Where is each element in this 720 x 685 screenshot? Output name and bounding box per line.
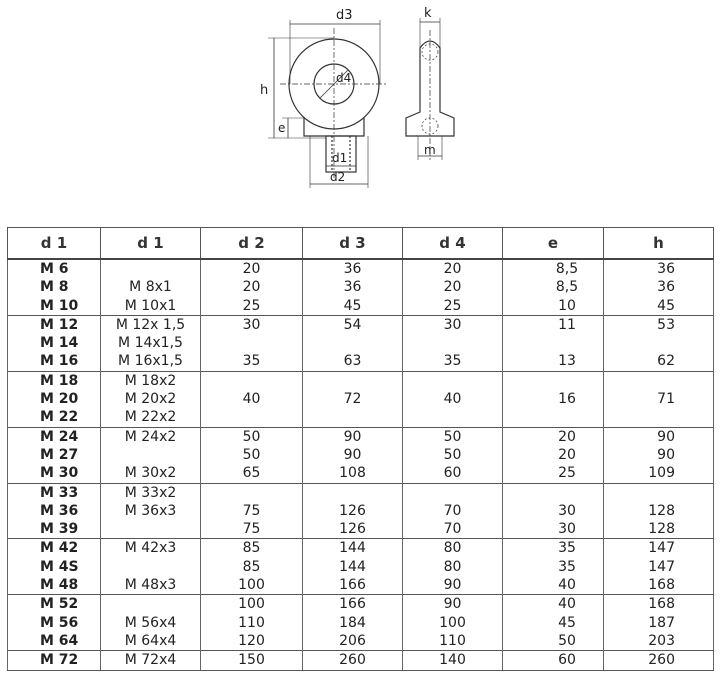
cell-line: 53	[657, 316, 675, 333]
cell-line: M 18x2	[124, 372, 177, 389]
cell-d1	[8, 595, 101, 651]
header-d1-fine-thread: d 1	[101, 228, 201, 260]
header-d1: d 1	[8, 228, 101, 260]
cell-line: 25	[443, 297, 462, 314]
cell-line: 70	[443, 502, 462, 519]
cell-d2	[201, 483, 303, 539]
cell-line	[201, 484, 302, 502]
cell-d1-fine-thread	[101, 595, 201, 651]
cell-line: 140	[439, 652, 466, 669]
cell-line	[101, 260, 200, 278]
table-row-group	[8, 315, 714, 371]
cell-line: M 10	[40, 297, 79, 314]
cell-line: M 52	[40, 596, 79, 613]
cell-line: 11	[558, 316, 576, 333]
cell-d1	[8, 427, 101, 483]
cell-line: M 72	[40, 652, 79, 669]
cell-d1-fine-thread	[101, 371, 201, 427]
cell-line: 260	[648, 652, 675, 669]
cell-line: 71	[657, 391, 675, 408]
cell-line: 40	[443, 391, 462, 408]
label-h: h	[260, 83, 269, 98]
cell-d1-fine-thread	[101, 259, 201, 315]
header-d4: d 4	[403, 228, 503, 260]
cell-line: M 24x2	[124, 428, 177, 445]
cell-d3	[303, 651, 403, 670]
label-e: e	[278, 121, 286, 135]
cell-line: 110	[238, 614, 265, 631]
cell-line: 16	[558, 391, 576, 408]
cell-line	[604, 408, 713, 426]
eye-nut-dimensions-table	[7, 227, 714, 671]
cell-line: M 30x2	[124, 465, 177, 482]
table-row-group	[8, 483, 714, 539]
cell-line: 50	[443, 428, 462, 445]
cell-line: 90	[657, 428, 675, 445]
header-d2: d 2	[201, 228, 303, 260]
cell-d2	[201, 595, 303, 651]
cell-line: M 14x1,5	[118, 335, 183, 352]
table-row-group	[8, 427, 714, 483]
table-row-group	[8, 259, 714, 315]
cell-line: 20	[558, 428, 576, 445]
cell-line: 120	[238, 632, 265, 649]
cell-d4	[403, 259, 503, 315]
cell-d4	[403, 315, 503, 371]
cell-line: 20	[242, 261, 261, 277]
cell-d4	[403, 539, 503, 595]
cell-line	[101, 446, 200, 464]
cell-line: 20	[242, 279, 261, 296]
cell-line: 20	[443, 261, 462, 277]
cell-line: M 33x2	[124, 484, 177, 501]
cell-line: 35	[242, 353, 261, 370]
cell-line: 40	[558, 596, 576, 613]
cell-line	[101, 595, 200, 613]
cell-line: 54	[343, 316, 362, 333]
cell-d2	[201, 371, 303, 427]
cell-d2	[201, 539, 303, 595]
cell-d3	[303, 315, 403, 371]
cell-line	[201, 408, 302, 426]
cell-h	[604, 651, 714, 670]
cell-line: 60	[443, 465, 462, 482]
cell-d1	[8, 651, 101, 670]
cell-h	[604, 315, 714, 371]
cell-line	[303, 484, 402, 502]
cell-line: M 8x1	[129, 279, 172, 296]
cell-line: M 64	[40, 632, 79, 649]
cell-line	[604, 484, 713, 502]
cell-line: M 48	[40, 577, 79, 594]
cell-line: 90	[657, 446, 675, 463]
cell-d3	[303, 483, 403, 539]
cell-line	[101, 558, 200, 576]
cell-line	[604, 334, 713, 352]
cell-line: 100	[238, 596, 265, 613]
cell-line: M 24	[40, 428, 79, 445]
cell-d1	[8, 371, 101, 427]
cell-d2	[201, 315, 303, 371]
cell-d2	[201, 427, 303, 483]
cell-line	[403, 334, 502, 352]
cell-e	[503, 651, 604, 670]
cell-line: M 4S	[40, 558, 79, 575]
cell-line: 203	[648, 632, 675, 649]
table-row-group	[8, 651, 714, 670]
cell-line: 128	[648, 521, 675, 538]
cell-line	[403, 408, 502, 426]
cell-line: 108	[339, 465, 366, 482]
cell-line: 166	[339, 596, 366, 613]
cell-line: 30	[558, 521, 576, 538]
cell-line	[403, 484, 502, 502]
cell-line: M 27	[40, 446, 79, 463]
cell-line: 90	[343, 446, 362, 463]
cell-line: M 33	[40, 484, 79, 501]
cell-line	[403, 372, 502, 390]
label-d3: d3	[336, 8, 353, 23]
cell-d4	[403, 483, 503, 539]
cell-line: M 20x2	[124, 391, 177, 408]
label-d2: d2	[330, 170, 346, 184]
cell-line: 13	[558, 353, 576, 370]
cell-line: 35	[443, 353, 462, 370]
cell-line: M 56	[40, 614, 79, 631]
cell-line: 30	[558, 502, 576, 519]
header-e: e	[503, 228, 604, 260]
cell-d3	[303, 539, 403, 595]
label-m: m	[424, 143, 436, 157]
cell-d4	[403, 651, 503, 670]
cell-d2	[201, 259, 303, 315]
cell-line: 90	[443, 577, 462, 594]
cell-e	[503, 315, 604, 371]
cell-line: 85	[242, 558, 261, 575]
cell-d3	[303, 595, 403, 651]
cell-e	[503, 371, 604, 427]
cell-line: 50	[558, 632, 576, 649]
cell-line: 206	[339, 632, 366, 649]
label-d1: d1	[332, 151, 348, 165]
cell-e	[503, 539, 604, 595]
cell-line: 50	[443, 446, 462, 463]
cell-line: 144	[339, 558, 366, 575]
cell-h	[604, 259, 714, 315]
cell-e	[503, 595, 604, 651]
cell-e	[503, 427, 604, 483]
cell-line: 25	[242, 297, 261, 314]
table-header-row	[8, 228, 714, 260]
cell-line: M 16x1,5	[118, 353, 183, 370]
cell-e	[503, 483, 604, 539]
cell-d1-fine-thread	[101, 483, 201, 539]
cell-line: M 42	[40, 540, 79, 557]
cell-line	[303, 408, 402, 426]
table-row-group	[8, 595, 714, 651]
table-row-group	[8, 371, 714, 427]
cell-line: 144	[339, 540, 366, 557]
cell-line: M 14	[40, 335, 79, 352]
cell-line: 8,5	[555, 261, 579, 277]
cell-line	[503, 408, 603, 426]
cell-line: 260	[339, 652, 366, 669]
cell-line: M 12	[40, 316, 79, 333]
cell-line: 128	[648, 502, 675, 519]
cell-d3	[303, 371, 403, 427]
cell-line: 35	[558, 540, 576, 557]
cell-line: 20	[443, 279, 462, 296]
cell-line	[201, 334, 302, 352]
cell-d1-fine-thread	[101, 315, 201, 371]
cell-line: 100	[439, 614, 466, 631]
cell-line: 35	[558, 558, 576, 575]
cell-line: M 36x3	[124, 502, 177, 519]
cell-line: 166	[339, 577, 366, 594]
cell-line: 45	[558, 614, 576, 631]
cell-d1-fine-thread	[101, 539, 201, 595]
cell-line: 187	[648, 614, 675, 631]
cell-line: 60	[558, 652, 576, 669]
cell-line: 70	[443, 521, 462, 538]
cell-line: M 42x3	[124, 540, 177, 557]
cell-line: 30	[443, 316, 462, 333]
cell-line: 65	[242, 465, 261, 482]
cell-line: 40	[558, 577, 576, 594]
cell-line: 36	[343, 261, 362, 277]
header-d3: d 3	[303, 228, 403, 260]
cell-d2	[201, 651, 303, 670]
cell-h	[604, 427, 714, 483]
cell-line	[303, 372, 402, 390]
cell-line: M 48x3	[124, 577, 177, 594]
cell-line: M 8	[40, 279, 69, 296]
cell-h	[604, 371, 714, 427]
cell-line: 90	[343, 428, 362, 445]
cell-line: 75	[242, 502, 261, 519]
cell-line: 126	[339, 502, 366, 519]
cell-line: M 22x2	[124, 409, 177, 426]
cell-line: 147	[648, 540, 675, 557]
cell-line: 168	[648, 577, 675, 594]
cell-line: 25	[558, 465, 576, 482]
cell-line: M 39	[40, 521, 79, 538]
cell-line: M 30	[40, 465, 79, 482]
cell-d4	[403, 371, 503, 427]
cell-line: 85	[242, 540, 261, 557]
header-h: h	[604, 228, 714, 260]
cell-d3	[303, 427, 403, 483]
cell-line	[503, 334, 603, 352]
cell-line: 36	[657, 279, 675, 296]
cell-d4	[403, 427, 503, 483]
cell-d4	[403, 595, 503, 651]
cell-line: M 18	[40, 372, 79, 389]
cell-line: M 36	[40, 502, 79, 519]
table-row-group	[8, 539, 714, 595]
cell-line: 50	[242, 446, 261, 463]
cell-line: 50	[242, 428, 261, 445]
cell-line	[604, 372, 713, 390]
cell-line: M 10x1	[124, 297, 177, 314]
cell-line: 184	[339, 614, 366, 631]
cell-d1	[8, 483, 101, 539]
cell-line: 100	[238, 577, 265, 594]
cell-e	[503, 259, 604, 315]
cell-line: 40	[242, 391, 261, 408]
cell-d1	[8, 315, 101, 371]
cell-h	[604, 595, 714, 651]
cell-line: M 22	[40, 409, 79, 426]
cell-line	[201, 372, 302, 390]
cell-line: 63	[343, 353, 362, 370]
cell-d1	[8, 539, 101, 595]
cell-line: 10	[558, 297, 576, 314]
cell-line: 20	[558, 446, 576, 463]
cell-line: M 72x4	[124, 652, 177, 669]
cell-line	[503, 372, 603, 390]
eye-nut-technical-drawing	[250, 0, 470, 200]
cell-line: 80	[443, 540, 462, 557]
cell-line: 150	[238, 652, 265, 669]
cell-line: M 12x 1,5	[115, 316, 186, 333]
cell-line	[303, 334, 402, 352]
cell-d1-fine-thread	[101, 651, 201, 670]
cell-h	[604, 483, 714, 539]
cell-line: 36	[343, 279, 362, 296]
cell-line	[503, 484, 603, 502]
cell-h	[604, 539, 714, 595]
cell-line: 110	[439, 632, 466, 649]
cell-line: 62	[657, 353, 675, 370]
cell-line: 30	[242, 316, 261, 333]
cell-line: 168	[648, 596, 675, 613]
cell-line: 75	[242, 521, 261, 538]
cell-d1-fine-thread	[101, 427, 201, 483]
cell-line: 80	[443, 558, 462, 575]
cell-line: M 56x4	[124, 614, 177, 631]
cell-d1	[8, 259, 101, 315]
cell-line: M 6	[40, 261, 69, 277]
cell-line: 72	[343, 391, 362, 408]
cell-line: 126	[339, 521, 366, 538]
cell-line: 45	[343, 297, 362, 314]
cell-line: 45	[657, 297, 675, 314]
cell-line: 90	[443, 596, 462, 613]
cell-line: 109	[648, 465, 675, 482]
cell-line: M 20	[40, 391, 79, 408]
label-d4: d4	[336, 71, 352, 85]
cell-d3	[303, 259, 403, 315]
cell-line: 147	[648, 558, 675, 575]
cell-line: M 16	[40, 353, 79, 370]
cell-line: 8,5	[555, 279, 579, 296]
cell-line: M 64x4	[124, 632, 177, 649]
label-k: k	[424, 6, 432, 21]
cell-line: 36	[657, 261, 675, 277]
cell-line	[101, 520, 200, 538]
